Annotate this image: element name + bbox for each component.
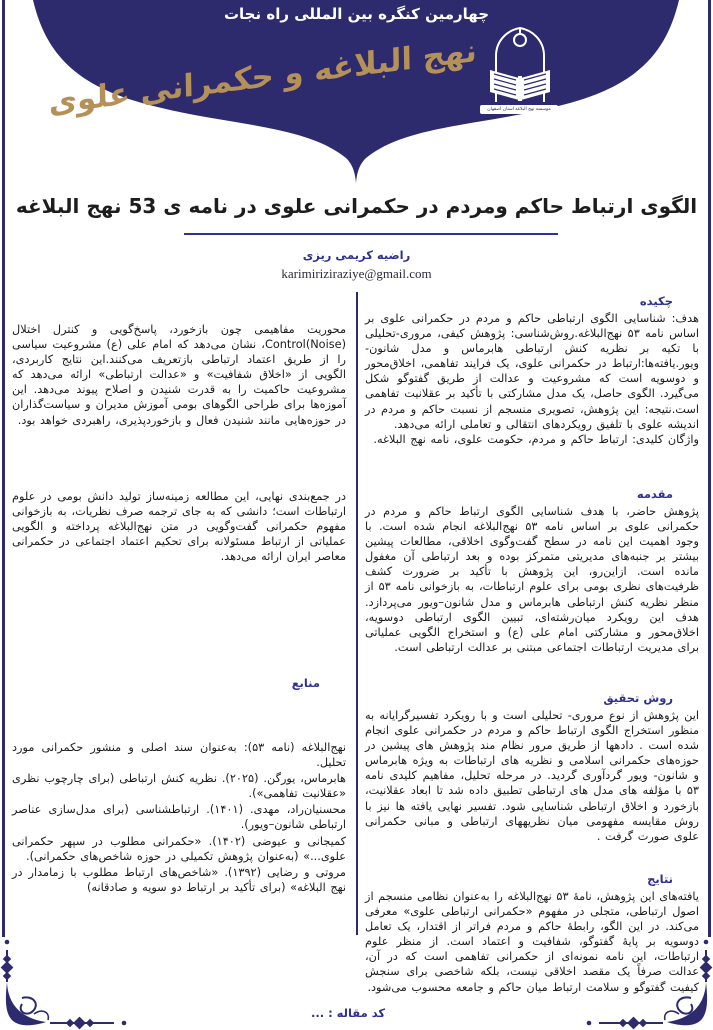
reference-item: نهج‌البلاغه (نامه ۵۳): به‌عنوان سند اصلی و منشور حکمرانی مورد تحلیل.: [12, 741, 346, 770]
abstract-section: [365, 294, 699, 447]
column-divider: [356, 292, 358, 935]
conclusion-text: در جمع‌بندی نهایی، این مطالعه زمینه‌ساز تولید دانش بومی در علوم ارتباطات است؛ دانشی که به جای ترجمه صرف نظریات، به بازخوانی مفهوم حکمرانی گفت‌وگویی در متن نهج‌البلاغه پرداخته و الگویی عملیاتی از ارتباط مسئولانه برای تحکیم اعتماد اجتماعی در حکمرانی معاصر ایران ارائه می‌دهد.: [12, 490, 346, 564]
article-title: الگوی ارتباط حاکم ومردم در حکمرانی علوی در نامه ی 53 نهج البلاغه: [15, 194, 698, 218]
introduction-text: پژوهش حاضر، با هدف شناسایی الگوی ارتباط حاکم و مردم در حکمرانی علوی بر اساس نامه ۵۳ نهج‌البلاغه انجام شده است. با وجود اهمیت این نامه در سطح گفت‌وگوی اخلاقی، مطالعات پیشین بیشتر بر جنبه‌های مدیریتی متمرکز بوده و بعد ارتباطی آن مغفول مانده است. ازاین‌رو، این پژوهش با تأکید بر ضرورت کشف ظرفیت‌های نظری بومی برای علوم ارتباطات، به بازخوانی نامه ۵۳ از منظر نظریه کنش ارتباطی هابرماس و مدل شانون–ویور می‌پردازد. هدف این رویکرد میان‌رشته‌ای، تبیین الگوی ارتباطی دوسویه، اخلاق‌محور و مشارکتی امام علی (ع) و استخراج الگویی عملیاتی برای مدیریت ارتباطات اجتماعی مبتنی بر عدالت ارتباطی است.: [365, 505, 700, 654]
title-underline: [184, 233, 558, 235]
author-name: راضیه کریمی ریزی: [302, 248, 411, 262]
results-continuation-section: [12, 322, 346, 428]
references-list: [12, 740, 346, 896]
method-heading: روش تحقیق: [603, 691, 673, 705]
method-text: این پژوهش از نوع مروری- تحلیلی است و با رویکرد تفسیرگرایانه به منظور استخراج الگوی ارتباط حاکم و مردم در حکمرانی علوی انجام شده است . دادهها از طریق مرور نظام مند پژوهش های پیشین در حوزه‌های حکمرانی اسلامی و نظریه های ارتباطات به ویژه هابرماس و شانون- ویور گردآوری گردید. در مرحله تحلیل، مفاهیم کلیدی نامه ۵۳ با مؤلفه های مدل های ارتباطی تطبیق داده شد تا ابعاد عقلانیت، بازخورد و اخلاق ارتباطی شناسایی شود. تفسیر نهایی یافته ها نیز با روش مقایسه مفهومی میان نظریههای ارتباطی و مبانی حکمرانی علوی صورت گرفت .: [365, 709, 699, 843]
results-text: یافته‌های این پژوهش، نامهٔ ۵۳ نهج‌البلاغه را به‌عنوان نظامی منسجم از اصول ارتباطی، متجلی در مفهوم «حکمرانی ارتباطی علوی» معرفی می‌کند. در این الگو، رابطهٔ حاکم و مردم فراتر از اقتدار، یک تعامل دوسویه بر پایهٔ گفتوگو، شفافیت و اعتماد است. از منظر علوم ارتباطات، این نامه نمونه‌ای از حکمرانی تفاهمی است که در آن، عدالت صرفاً یک مقصد اخلاقی نیست، بلکه شاخصی برای سنجش کیفیت گفتوگو و سلامت ارتباط میان حاکم و جامعه محسوب می‌شود.: [365, 890, 699, 994]
article-code: کد مقاله : ...: [310, 1006, 386, 1020]
reference-item: محسنیان‌راد، مهدی. (۱۴۰۱). ارتباطشناسی (برای مدل‌سازی عناصر ارتباطی شانون–ویور).: [12, 803, 346, 832]
results-continuation-text: محوریت مفاهیمی چون بازخورد، پاسخ‌گویی و کنترل اختلال (Noise)Control، نشان می‌دهد که امام علی (ع) مشروعیت سیاسی را از طریق اعتماد ارتباطی بازتعریف می‌کنند.این نتایج کاربردی، الگویی از «اخلاق شفافیت» و «عدالت ارتباطی» ارائه می‌دهد که مشروعیت حاکمیت را به قدرت شنیدن و اصلاح پیوند می‌دهد. این آموزه‌ها برای طراحی الگوهای بومی آموزش مدیران و سیاست‌گذاران در حوزه‌هایی مانند شنیدن فعال و بازخوردپذیری، راهبردی خواهد بود.: [12, 323, 346, 427]
congress-logo-icon: [482, 26, 558, 108]
congress-logo-caption: موسسه نهج البلاغه استان اصفهان: [480, 105, 558, 114]
method-section: [365, 691, 699, 844]
reference-item: مروتی و رضایی (۱۳۹۲). «شاخص‌های ارتباط مطلوب با زمامدار در نهج البلاغه» (برای تأکید بر ارتباط دو سویه و صادقانه): [12, 865, 346, 894]
corner-flourish-left: [0, 930, 150, 1030]
results-heading: نتایج: [647, 872, 673, 886]
abstract-heading: چکیده: [639, 294, 673, 308]
introduction-heading: مقدمه: [636, 487, 673, 501]
abstract-text: هدف: شناسایی الگوی ارتباطی حاکم و مردم در حکمرانی علوی بر اساس نامه ۵۳ نهج‌البلاغه.روش‌شناسی: پژوهش کیفی، مروری-تحلیلی با تکیه بر نظریه کنش ارتباطی هابرماس و مدل شانون-ویور.یافته‌ها:ارتباط در حکمرانی علوی، یک فرایند تفاهمی، اخلاق‌محور و دوسویه است که مشروعیت و عدالت از طریق گفتوگو شکل می‌گیرد. الگوی حاصل، یک مدل مشارکتی با تأکید بر عقلانیت تفاهمی است.نتیجه: این پژوهش، تصویری منسجم از نسبت حاکم و مردم در اندیشه علوی با تلفیق رویکردهای انتقالی و تعاملی ارائه می‌دهد.: [365, 312, 700, 431]
reference-item: کمیجانی و عیوضی (۱۴۰۲). «حکمرانی مطلوب در سپهر حکمرانی علوی...» (به‌عنوان پژوهش تکمیلی در حوزه شاخص‌های حکمرانی).: [12, 834, 346, 863]
congress-title: چهارمین کنگره بین المللی راه نجات: [223, 5, 490, 23]
corner-flourish-right: [563, 930, 713, 1030]
references-heading: منابع: [291, 676, 320, 690]
conclusion-section: [12, 489, 346, 564]
keywords-line: واژگان کلیدی: ارتباط حاکم و مردم، حکومت علوی، نامه نهج البلاغه.: [373, 432, 699, 446]
reference-item: هابرماس، یورگن. (۲۰۲۵). نظریه کنش ارتباطی (برای چارچوب نظری «عقلانیت تفاهمی»).: [12, 772, 346, 801]
author-email: karimiriziraziye@gmail.com: [281, 266, 432, 281]
calligraphy-title: نهج البلاغه و حکمرانی علوی: [48, 32, 478, 122]
introduction-section: [365, 487, 699, 655]
references-heading-wrap: [12, 676, 346, 693]
